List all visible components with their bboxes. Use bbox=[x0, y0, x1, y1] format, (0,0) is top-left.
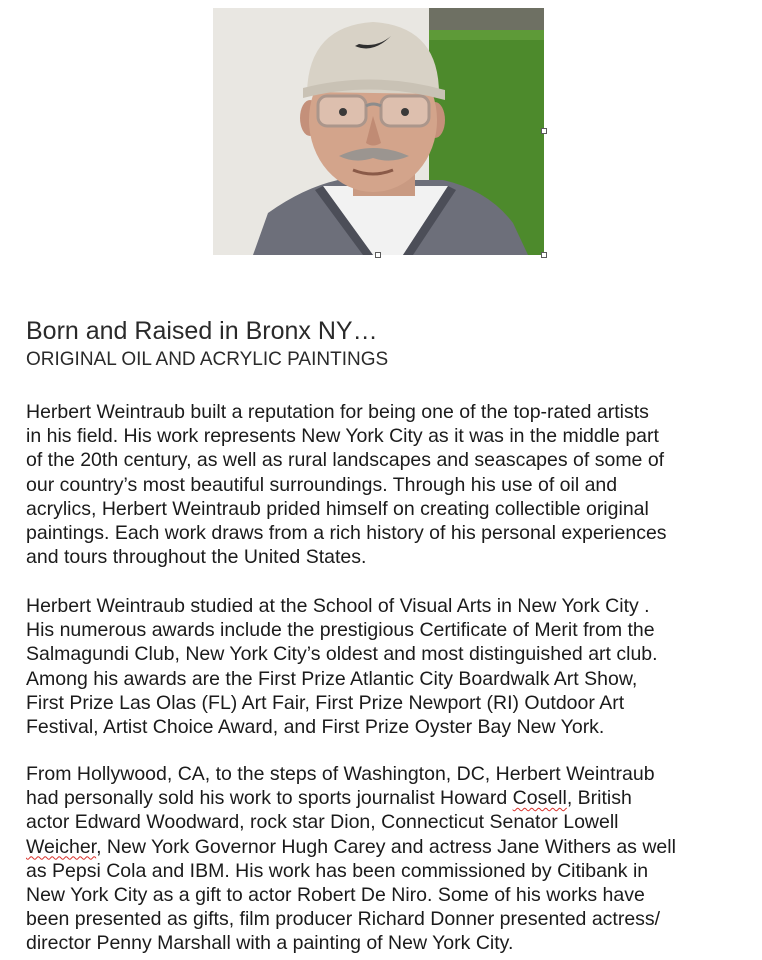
resize-handle-bottom[interactable] bbox=[375, 252, 381, 258]
paragraph-line: Salmagundi Club, New York City’s oldest and most distinguished art club. bbox=[26, 643, 658, 666]
spellcheck-word-weicher[interactable]: Weicher bbox=[26, 835, 97, 858]
paragraph-line: our country’s most beautiful surroundings. Through his use of oil and bbox=[26, 473, 618, 496]
paragraph-line: actor Edward Woodward, rock star Dion, Connecticut Senator Lowell bbox=[26, 811, 619, 834]
paragraph-line: as Pepsi Cola and IBM. His work has been commissioned by Citibank in bbox=[26, 859, 649, 882]
paragraph-line: Herbert Weintraub built a reputation for being one of the top-rated artists bbox=[26, 401, 649, 423]
paragraph-line bbox=[26, 786, 676, 810]
paragraph-line: paintings. Each work draws from a rich history of his personal experiences bbox=[26, 522, 667, 545]
paragraph-line: and tours throughout the United States. bbox=[26, 546, 367, 569]
resize-handle-right[interactable] bbox=[541, 128, 547, 134]
resize-handle-bottom-right[interactable] bbox=[541, 252, 547, 258]
paragraph-line: Among his awards are the First Prize Atlantic City Boardwalk Art Show, bbox=[26, 667, 638, 690]
text-run: , New York Governor Hugh Carey and actress Jane Withers as well bbox=[96, 835, 676, 858]
paragraph-line: been presented as gifts, film producer Richard Donner presented actress/ bbox=[26, 908, 661, 931]
paragraph-line bbox=[26, 835, 676, 859]
artist-portrait[interactable] bbox=[213, 8, 544, 255]
paragraph-line: Herbert Weintraub studied at the School of Visual Arts in New York City . bbox=[26, 595, 650, 617]
paragraph-line: director Penny Marshall with a painting of New York City. bbox=[26, 932, 514, 955]
text-run: had personally sold his work to sports journalist Howard bbox=[26, 787, 513, 810]
paragraph-line: His numerous awards include the prestigious Certificate of Merit from the bbox=[26, 619, 655, 642]
paragraph-line: First Prize Las Olas (FL) Art Fair, First Prize Newport (RI) Outdoor Art bbox=[26, 691, 625, 714]
paragraph-line: acrylics, Herbert Weintraub prided himself on creating collectible original bbox=[26, 497, 649, 520]
spellcheck-word-cosell[interactable]: Cosell bbox=[512, 787, 567, 810]
page-title: Born and Raised in Bronx NY… bbox=[26, 317, 378, 345]
text-run: , British bbox=[566, 787, 632, 810]
page-subtitle: ORIGINAL OIL AND ACRYLIC PAINTINGS bbox=[26, 349, 389, 370]
paragraph-line: Festival, Artist Choice Award, and First Prize Oyster Bay New York. bbox=[26, 716, 605, 739]
paragraph-line: in his field. His work represents New York City as it was in the middle part bbox=[26, 425, 659, 448]
paragraph-line: of the 20th century, as well as rural landscapes and seascapes of some of bbox=[26, 449, 665, 472]
paragraph-line: From Hollywood, CA, to the steps of Washington, DC, Herbert Weintraub bbox=[26, 763, 655, 785]
paragraph-intro bbox=[26, 400, 667, 569]
paragraph-collectors bbox=[26, 762, 676, 956]
paragraph-line: New York City as a gift to actor Robert De Niro. Some of his works have bbox=[26, 884, 645, 907]
paragraph-education-awards bbox=[26, 594, 658, 739]
artist-photo-frame[interactable] bbox=[213, 8, 544, 255]
portrait-background-path bbox=[429, 8, 544, 30]
